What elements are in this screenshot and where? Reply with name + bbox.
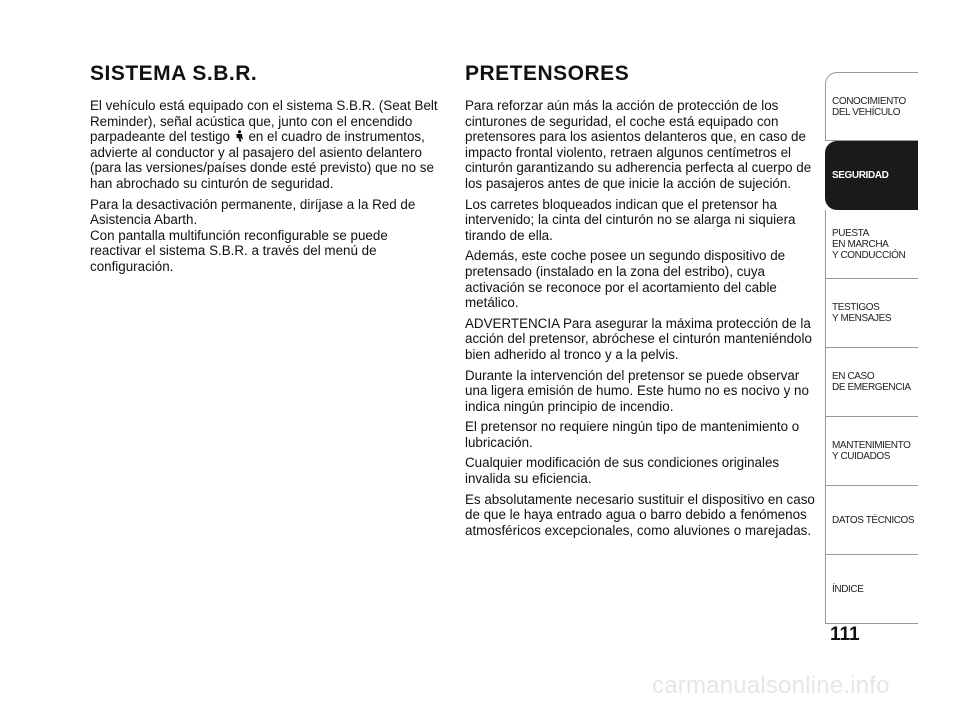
sbr-paragraph-2: Para la desactivación permanente, diríjase a la Red de Asistencia Abarth. bbox=[90, 196, 416, 228]
pretensores-paragraph: Durante la intervención del pretensor se puede observar una ligera emisión de humo. Este humo no es nocivo y no indica ningún principio de incendio. bbox=[465, 367, 809, 414]
chapter-tab-testigos[interactable]: TESTIGOS Y MENSAJES bbox=[825, 279, 918, 348]
sbr-paragraph-1 bbox=[90, 98, 440, 192]
chapter-tab-indice[interactable]: ÍNDICE bbox=[825, 555, 918, 624]
section-title-pretensores: PRETENSORES bbox=[465, 62, 630, 85]
sbr-paragraph-3: Con pantalla multifunción reconfigurable se puede reactivar el sistema S.B.R. a través del menú de configuración. bbox=[90, 227, 388, 274]
chapter-tab-datos-tecnicos[interactable]: DATOS TÉCNICOS bbox=[825, 486, 918, 555]
chapter-index-sidebar bbox=[825, 72, 918, 624]
sbr-paragraph-1-start: El vehículo está equipado con el sistema S.B.R. (Seat Belt Reminder), señal acústica que, junto con el encendido parpadeante del testigo bbox=[90, 98, 438, 145]
chapter-tab-mantenimiento[interactable]: MANTENIMIENTO Y CUIDADOS bbox=[825, 417, 918, 486]
seatbelt-warning-icon bbox=[234, 130, 245, 142]
pretensores-paragraph: Además, este coche posee un segundo dispositivo de pretensado (instalado en la zona del estribo), cuya activación se reconoce por el acortamiento del cable metálico. bbox=[465, 248, 786, 311]
chapter-tab-conocimiento[interactable]: CONOCIMIENTO DEL VEHÍCULO bbox=[825, 72, 918, 141]
sbr-paragraph-1-end: en el cuadro de instrumentos, advierte al conductor y al pasajero del asiento delantero (para las versiones/países donde esté previsto) que no se han abrochado su cinturón de seguridad. bbox=[90, 129, 434, 191]
section-title-sbr: SISTEMA S.B.R. bbox=[90, 62, 258, 85]
page-number: 111 bbox=[830, 624, 860, 645]
chapter-tab-emergencia[interactable]: EN CASO DE EMERGENCIA bbox=[825, 348, 918, 417]
chapter-tab-puesta-en-marcha[interactable]: PUESTA EN MARCHA Y CONDUCCIÓN bbox=[825, 210, 918, 279]
pretensores-paragraph: Cualquier modificación de sus condiciones originales invalida su eficiencia. bbox=[465, 455, 780, 487]
pretensores-paragraph: Para reforzar aún más la acción de protección de los cinturones de seguridad, el coche está equipado con pretensores para los asientos delanteros que, en caso de impacto frontal violento, retraen algunos centímetros el cinturón garantizando su adherencia perfecta al cuerpo de los pasajeros antes de que inicie la acción de sujeción. bbox=[465, 98, 812, 191]
right-column bbox=[465, 62, 815, 543]
watermark: carmanualsonline.info bbox=[652, 672, 890, 699]
pretensores-paragraph: ADVERTENCIA Para asegurar la máxima protección de la acción del pretensor, abróchese el cinturón manteniéndolo bien adherido al tronco y a la pelvis. bbox=[465, 315, 812, 362]
left-column bbox=[90, 62, 440, 280]
chapter-tab-seguridad[interactable]: SEGURIDAD bbox=[825, 141, 918, 210]
pretensores-paragraph: Es absolutamente necesario sustituir el dispositivo en caso de que le haya entrado agua o barro debido a fenómenos atmosféricos excepcionales, como aluviones o marejadas. bbox=[465, 491, 815, 538]
pretensores-paragraph: El pretensor no requiere ningún tipo de mantenimiento o lubricación. bbox=[465, 419, 800, 450]
pretensores-paragraph: Los carretes bloqueados indican que el pretensor ha intervenido; la cinta del cinturón no se alarga ni siquiera tirando de ella. bbox=[465, 196, 796, 243]
